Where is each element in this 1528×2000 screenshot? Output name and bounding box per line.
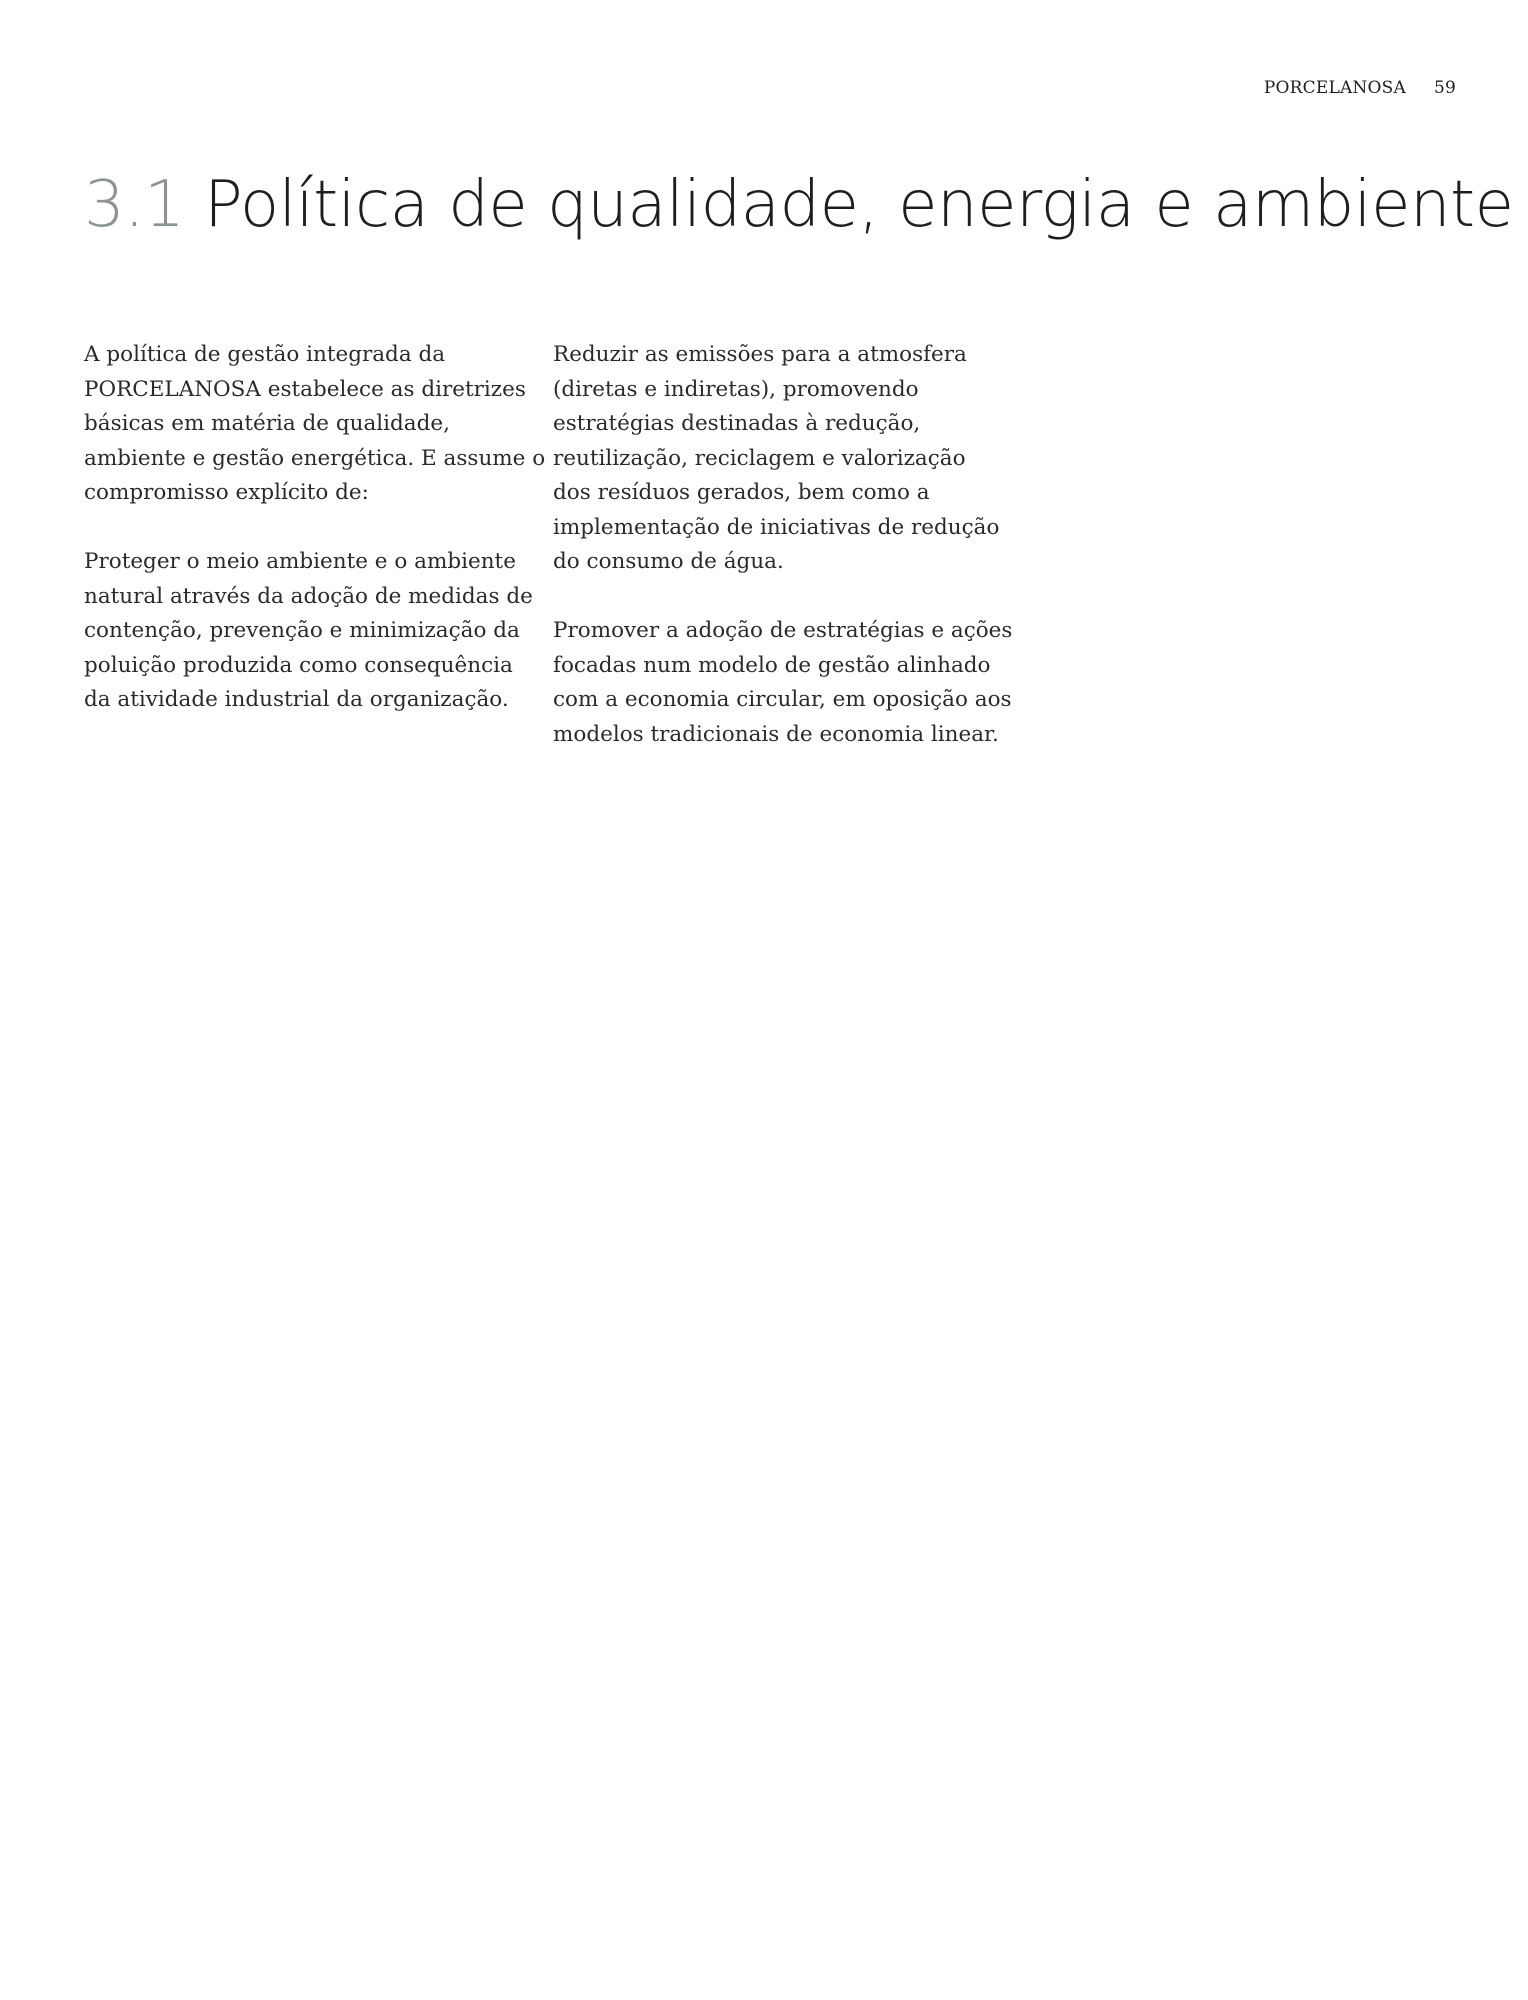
text-line: Reduzir as emissões para a atmosfera	[553, 342, 967, 367]
commitment-paragraph-reduce	[553, 338, 1000, 580]
right-column	[553, 338, 1013, 787]
section-title	[84, 165, 1513, 245]
text-line: com a economia circular, em oposição aos	[553, 687, 1012, 712]
text-line: focadas num modelo de gestão alinhado	[553, 652, 991, 678]
text-line: Proteger o meio ambiente e o ambiente	[84, 549, 516, 574]
brand-name: PORCELANOSA	[1263, 78, 1406, 98]
text-line: do consumo de água.	[553, 549, 784, 574]
text-line: reutilização, reciclagem e valorização	[553, 445, 966, 471]
text-line: natural através da adoção de medidas de	[84, 583, 533, 609]
section-number: 3.1	[84, 168, 185, 242]
section-title-text: Política de qualidade, energia e ambiente	[204, 168, 1514, 242]
text-line: modelos tradicionais de economia linear.	[553, 721, 999, 747]
text-line: poluição produzida como consequência	[84, 652, 513, 678]
intro-paragraph	[84, 338, 546, 511]
page-number: 59	[1433, 78, 1456, 98]
text-line: da atividade industrial da organização.	[84, 687, 509, 712]
text-line: PORCELANOSA estabelece as diretrizes	[84, 376, 526, 402]
text-line: A política de gestão integrada da	[84, 342, 446, 367]
running-header	[1264, 78, 1456, 98]
commitment-paragraph-promote	[553, 614, 1013, 752]
text-line: implementação de iniciativas de redução	[553, 514, 1000, 540]
text-line: compromisso explícito de:	[84, 480, 369, 505]
text-line: (diretas e indiretas), promovendo	[553, 376, 919, 402]
text-line: Promover a adoção de estratégias e ações	[553, 618, 1013, 643]
text-line: contenção, prevenção e minimização da	[84, 618, 520, 643]
commitment-paragraph-protect	[84, 545, 533, 718]
text-line: estratégias destinadas à redução,	[553, 411, 921, 436]
left-column	[84, 338, 546, 752]
text-line: básicas em matéria de qualidade,	[84, 411, 450, 436]
text-line: dos resíduos gerados, bem como a	[553, 480, 930, 505]
text-line: ambiente e gestão energética. E assume o	[84, 445, 546, 471]
